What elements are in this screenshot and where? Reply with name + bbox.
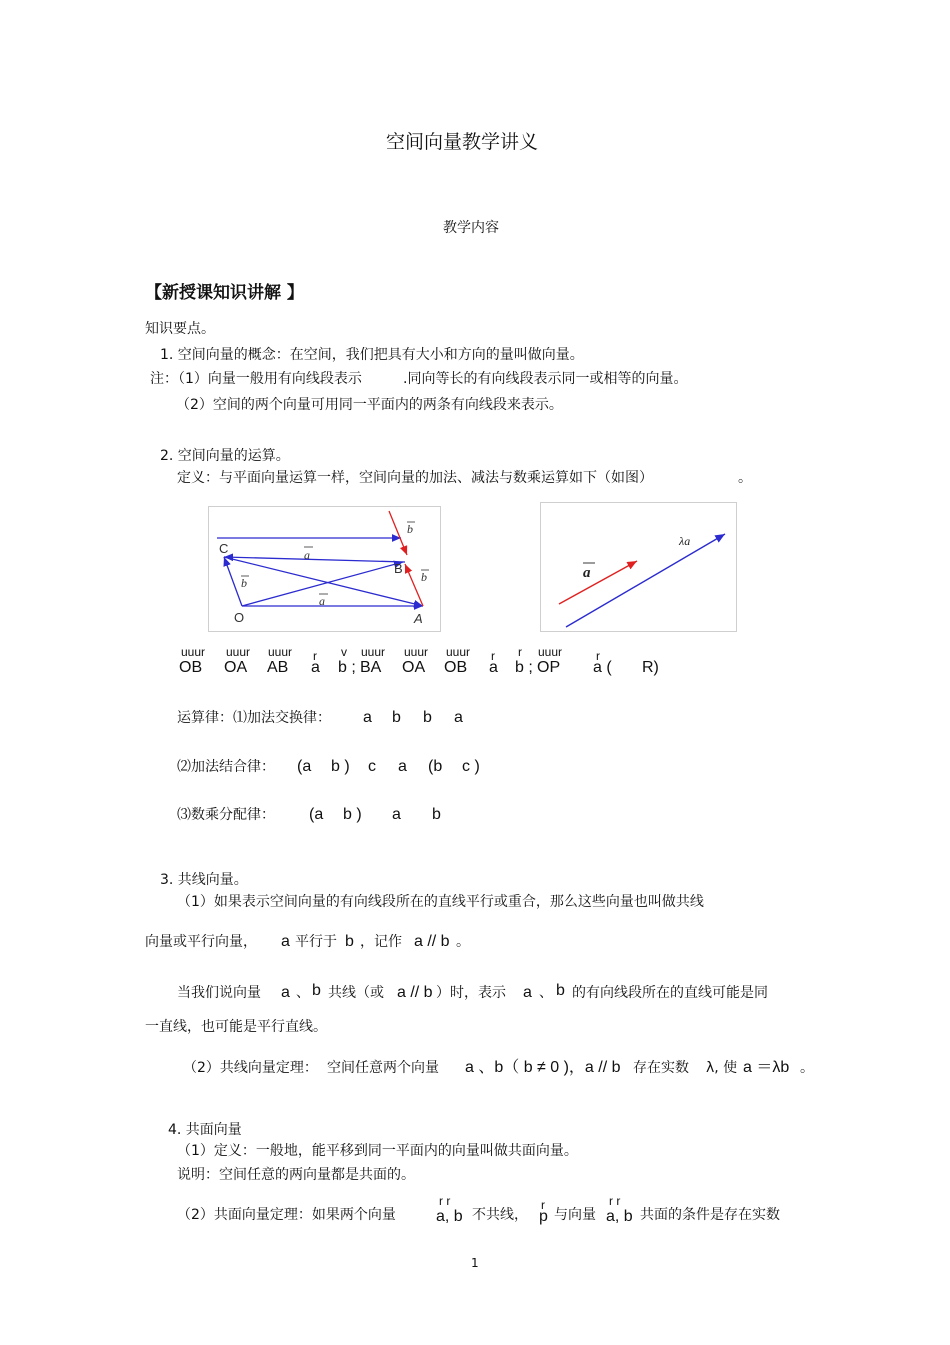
p2-definition: 定义：与平面向量运算一样，空间向量的加法、减法与数乘运算如下（如图） (177, 470, 653, 486)
p3-para-sep: 、 (296, 985, 310, 1001)
label-C: C (219, 541, 229, 556)
law1-term-4: a (454, 709, 463, 726)
p3-line2-note: ，记作 (360, 934, 402, 950)
p3-theorem-end: 。 (800, 1060, 814, 1076)
term-ob2: OB (444, 659, 468, 676)
over-ab: uuur (268, 645, 293, 659)
p1-heading: 1. 空间向量的概念：在空间，我们把具有大小和方向的量叫做向量。 (160, 347, 584, 363)
p3-theorem-eq: a ＝λb (743, 1059, 790, 1076)
label-a-bottom: a (319, 594, 325, 608)
label-b-top: b (407, 522, 413, 536)
label-A: A (414, 611, 423, 626)
p3-para-end: 的有向线段所在的直线可能是同 (572, 985, 768, 1001)
p3-line2-b: b (345, 933, 354, 950)
p4-heading: 4. 共面向量 (168, 1122, 242, 1138)
over-a3: r (596, 649, 600, 663)
p4-thm-p-over: r (541, 1198, 545, 1212)
over-b: v (341, 645, 347, 659)
p3-line2-a: a (281, 933, 290, 950)
over-a: r (313, 649, 317, 663)
over-oa: uuur (226, 645, 251, 659)
over-ob2: uuur (446, 645, 471, 659)
p1-note1-suffix: .同向等长的有向线段表示同一或相等的向量。 (403, 371, 688, 387)
p4-thm-end: 共面的条件是存在实数 (640, 1207, 780, 1223)
document-title: 空间向量教学讲义 (386, 131, 539, 153)
law2-term-3: c (368, 758, 376, 775)
section-heading: 【新授课知识讲解 】 (145, 283, 304, 303)
p3-para-b2: b (556, 982, 565, 999)
vector-parallelogram-figure (208, 506, 441, 632)
law3-label: ⑶数乘分配律： (177, 807, 275, 823)
p3-para-line2: 一直线，也可能是平行直线。 (145, 1019, 327, 1035)
term-oa2: OA (402, 659, 426, 676)
law3-term-4: b (432, 806, 441, 823)
document-subtitle: 教学内容 (443, 220, 499, 236)
p1-note2: （2）空间的两个向量可用同一平面内的两条有向线段来表示。 (176, 397, 563, 413)
scalar-multiple-svg (541, 503, 736, 631)
p2-definition-end: 。 (738, 470, 752, 486)
term-a2: a (489, 659, 498, 676)
scalar-multiple-figure (540, 502, 737, 632)
law2-term-5: (b (428, 758, 443, 775)
p3-para-sep2: 、 (539, 985, 553, 1001)
label-a-top: a (304, 548, 310, 562)
p4-thm-ab2-over: r r (609, 1194, 621, 1208)
vector-bc (224, 557, 405, 562)
over-ba: uuur (361, 645, 386, 659)
law3-term-3: a (392, 806, 401, 823)
law3-term-2: b ) (343, 806, 362, 823)
term-oa: OA (224, 659, 248, 676)
label-lambda-a: λa (679, 534, 691, 548)
p4-thm-ab2: a, b (606, 1208, 633, 1225)
over-a2: r (491, 649, 495, 663)
p3-line2-formula: a // b (414, 933, 450, 950)
law3-term-1: (a (309, 806, 324, 823)
law2-term-2: b ) (331, 758, 350, 775)
law2-term-1: (a (297, 758, 312, 775)
law1-term-1: a (363, 709, 372, 726)
law1-label: 运算律：⑴加法交换律： (177, 710, 331, 726)
p3-para-a2: a (523, 984, 532, 1001)
p1-note1-prefix: 注：（1）向量一般用有向线段表示 (150, 371, 362, 387)
p3-theorem-label: （2）共线向量定理： (183, 1060, 318, 1076)
label-b-right: b (421, 570, 427, 584)
over-op: uuur (538, 645, 563, 659)
p3-heading: 3. 共线向量。 (160, 872, 248, 888)
law2-label: ⑵加法结合律： (177, 759, 275, 775)
term-ab: AB (267, 659, 289, 676)
term-op: OP (537, 659, 561, 676)
p4-thm-ab-over: r r (439, 1194, 451, 1208)
term-r: R) (642, 659, 659, 676)
over-b2: r (518, 645, 522, 659)
term-b2: b ; (515, 659, 533, 676)
p4-thm-ab: a, b (436, 1208, 463, 1225)
page-number: 1 (471, 1256, 479, 1270)
p4-explain: 说明：空间任意的两向量都是共面的。 (177, 1167, 415, 1183)
term-ob: OB (179, 659, 203, 676)
p4-thm-mid2: 与向量 (554, 1207, 596, 1223)
vector-a-red (559, 561, 637, 604)
p3-para-mid: 共线（或 (328, 985, 384, 1001)
over-oa2: uuur (404, 645, 429, 659)
term-a: a (311, 659, 320, 676)
p3-theorem-lambda: λ, 使 (706, 1060, 738, 1076)
vector-b-top (389, 511, 407, 555)
p3-theorem-text: 空间任意两个向量 (327, 1060, 439, 1076)
vector-b-oc (224, 557, 242, 606)
label-a: a (583, 565, 591, 581)
term-b: b ; (338, 659, 356, 676)
over-ob: uuur (181, 645, 206, 659)
p3-theorem-formula: a 、b（ b ≠ 0 )，a // b (465, 1059, 621, 1076)
p4-thm-mid: 不共线， (472, 1207, 528, 1223)
p4-def: （1）定义：一般地，能平移到同一平面内的向量叫做共面向量。 (177, 1143, 578, 1159)
p3-line2-mid: 平行于 (295, 934, 337, 950)
p4-thm-p: p (539, 1208, 548, 1225)
intro-text: 知识要点。 (145, 321, 215, 337)
p3-para-b: b (312, 982, 321, 999)
p3-para-formula: a // b (397, 984, 433, 1001)
p3-line2-end: 。 (456, 934, 470, 950)
label-B: B (394, 561, 403, 576)
p4-thm-prefix: （2）共面向量定理：如果两个向量 (177, 1207, 396, 1223)
term-a3: a ( (593, 659, 612, 676)
law2-term-6: c ) (462, 758, 480, 775)
p2-heading: 2. 空间向量的运算。 (160, 448, 290, 464)
law1-term-3: b (423, 709, 432, 726)
p3-line2-prefix: 向量或平行向量， (145, 934, 257, 950)
p3-para-prefix: 当我们说向量 (177, 985, 261, 1001)
p3-para-a: a (281, 984, 290, 1001)
label-b-left: b (241, 576, 247, 590)
law1-term-2: b (392, 709, 401, 726)
p3-line1: （1）如果表示空间向量的有向线段所在的直线平行或重合，那么这些向量也叫做共线 (177, 894, 704, 910)
p3-theorem-mid: 存在实数 (633, 1060, 689, 1076)
p3-para-mid2: ）时，表示 (436, 985, 506, 1001)
vector-parallelogram-svg (209, 507, 440, 631)
label-O: O (234, 610, 245, 625)
law2-term-4: a (398, 758, 407, 775)
term-ba: BA (360, 659, 382, 676)
